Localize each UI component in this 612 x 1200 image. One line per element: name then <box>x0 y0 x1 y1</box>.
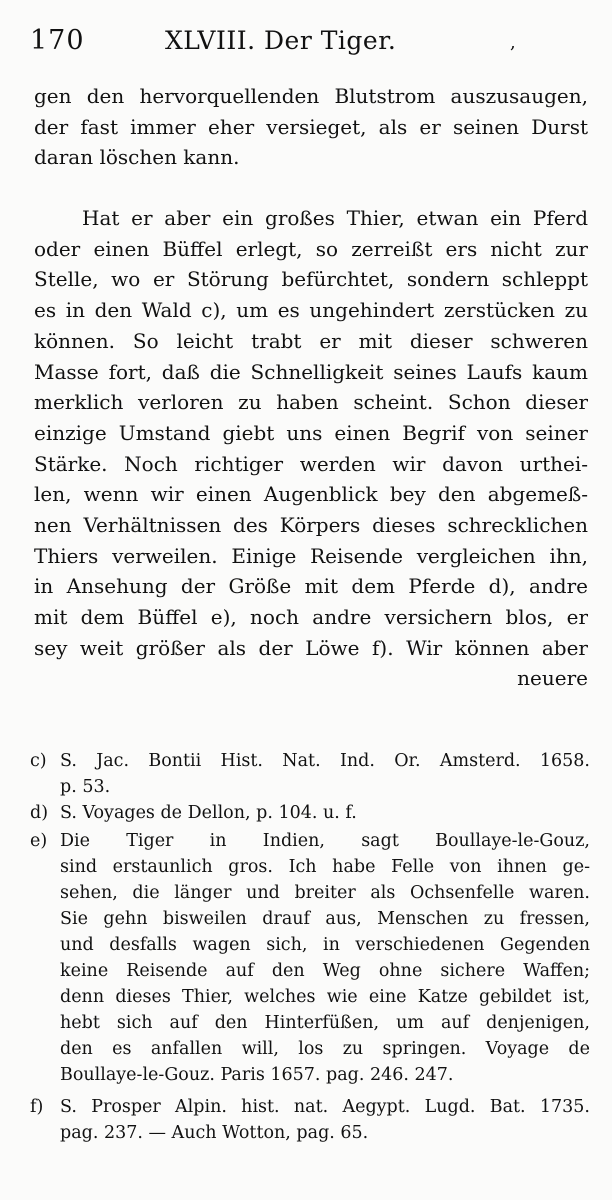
footnotes <box>30 748 590 1146</box>
text-line: len, wenn wir einen Augenblick bey den abgemeß- <box>34 482 588 507</box>
text-line: Stärke. Noch richtiger werden wir davon urthei- <box>34 451 588 476</box>
footnote-c <box>30 748 590 800</box>
paragraph-1 <box>34 81 588 173</box>
text-line: Masse fort, daß die Schnelligkeit seines Laufs kaum <box>34 359 588 384</box>
page-header <box>30 20 590 60</box>
text-line: Stelle, wo er Störung befürchtet, sondern schleppt <box>34 267 588 292</box>
header-mark: , <box>510 32 516 53</box>
footnote-line: p. 53. <box>60 777 111 797</box>
footnote-line: und desfalls wagen sich, in verschiedenen Gegenden <box>60 935 590 955</box>
footnote-line: den es anfallen will, los zu springen. Voyage de <box>60 1039 590 1059</box>
text-line: es in den Wald c), um es ungehindert zerstücken zu <box>34 298 588 323</box>
text-line: daran löschen kann. <box>34 145 240 170</box>
footnote-d <box>30 800 590 826</box>
footnote-line: S. Voyages de Dellon, p. 104. u. f. <box>60 803 357 823</box>
running-title: XLVIII. Der Tiger. <box>165 26 397 55</box>
footnote-line: sind erstaunlich gros. Ich habe Felle von ihnen ge- <box>60 857 590 877</box>
paragraph-2 <box>34 203 588 694</box>
footnote-marker: f) <box>30 1097 44 1117</box>
footnote-line: Boullaye-le-Gouz. Paris 1657. pag. 246. 247. <box>60 1065 454 1085</box>
text-line: mit dem Büffel e), noch andre versichern blos, er <box>34 605 588 629</box>
footnote-line: Sie gehn bisweilen drauf aus, Menschen zu fressen, <box>60 909 590 929</box>
footnote-line: Die Tiger in Indien, sagt Boullaye-le-Gouz, <box>60 831 590 851</box>
text-line: sey weit größer als der Löwe f). Wir können aber <box>34 635 588 660</box>
text-line: gen den hervorquellenden Blutstrom auszusaugen, <box>34 84 588 108</box>
text-line: der fast immer eher versieget, als er seinen Durst <box>34 114 588 139</box>
footnote-line: denn dieses Thier, welches wie eine Katze gebildet ist, <box>60 987 590 1007</box>
footnote-line: sehen, die länger und breiter als Ochsenfelle waren. <box>60 883 590 903</box>
footnote-line: hebt sich auf den Hinterfüßen, um auf denjenigen, <box>60 1013 590 1033</box>
text-line: Hat er aber ein großes Thier, etwan ein Pferd <box>82 206 588 231</box>
text-line: merklich verloren zu haben scheint. Schon dieser <box>34 390 588 415</box>
text-line: nen Verhältnissen des Körpers dieses schrecklichen <box>34 512 588 537</box>
footnote-marker: d) <box>30 803 49 823</box>
text-line: oder einen Büffel erlegt, so zerreißt ers nicht zur <box>34 236 588 261</box>
main-text <box>34 81 588 694</box>
text-line: in Ansehung der Größe mit dem Pferde d), andre <box>34 574 588 599</box>
text-line: einzige Umstand giebt uns einen Begrif von seiner <box>34 420 588 445</box>
footnote-marker: c) <box>30 751 47 771</box>
footnote-line: S. Jac. Bontii Hist. Nat. Ind. Or. Amsterd. 1658. <box>60 751 590 771</box>
footnote-f <box>30 1094 590 1146</box>
footnote-line: S. Prosper Alpin. hist. nat. Aegypt. Lugd. Bat. 1735. <box>60 1097 590 1117</box>
page-number: 170 <box>30 25 85 56</box>
footnote-e <box>30 828 590 1088</box>
catchword: neuere <box>517 666 588 691</box>
text-line: Thiers verweilen. Einige Reisende vergleichen ihn, <box>34 543 588 568</box>
footnote-marker: e) <box>30 831 48 851</box>
paragraph-gap <box>34 173 588 203</box>
text-line: können. So leicht trabt er mit dieser schweren <box>34 328 588 353</box>
footnote-line: pag. 237. — Auch Wotton, pag. 65. <box>60 1123 369 1143</box>
footnote-line: keine Reisende auf den Weg ohne sichere Waffen; <box>60 961 590 981</box>
